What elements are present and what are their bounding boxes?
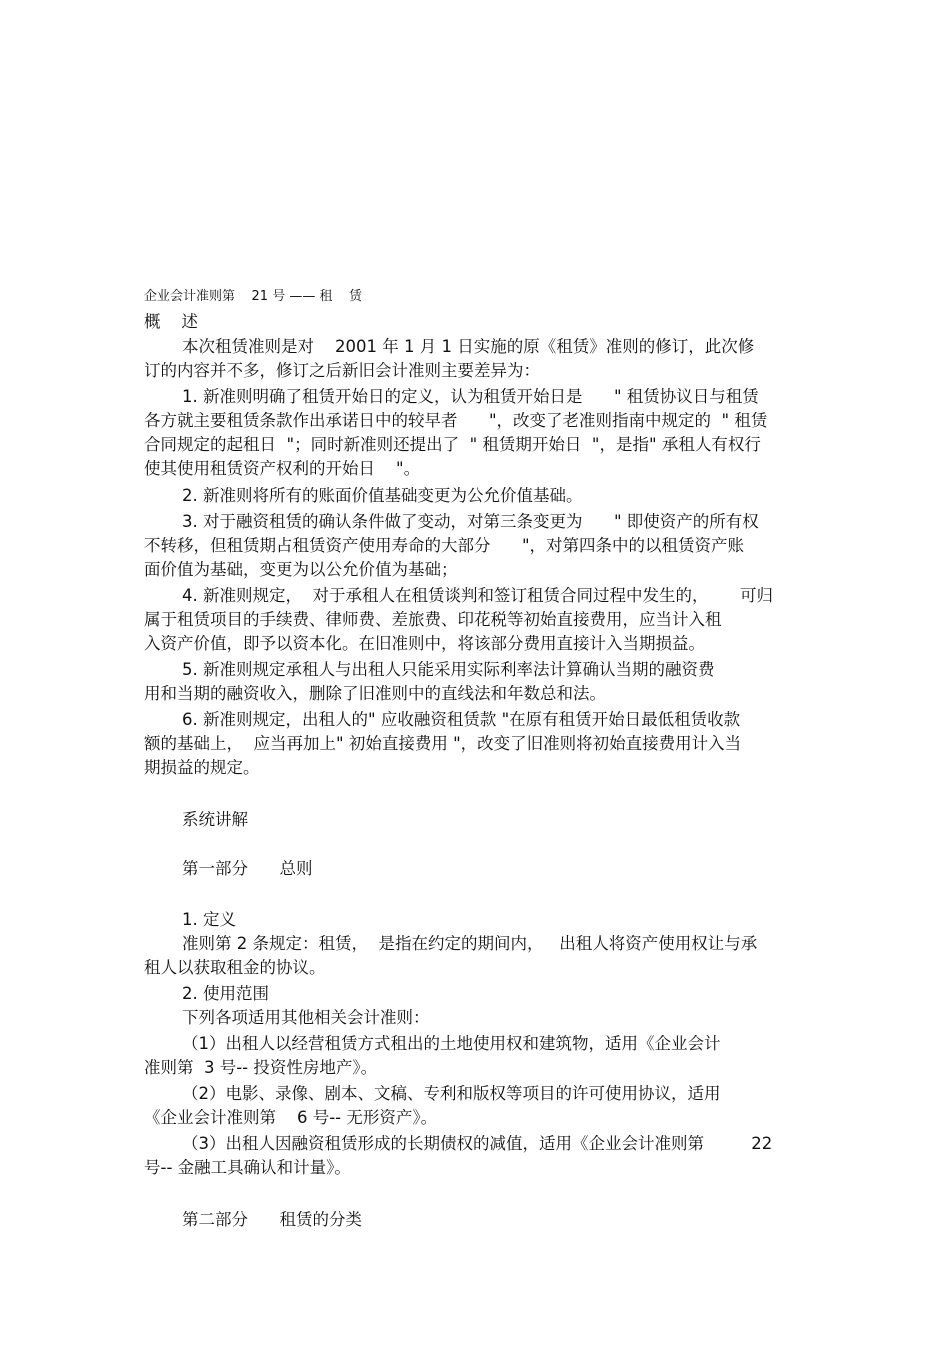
paragraph-line: 订的内容并不多，修订之后新旧会计准则主要差异为：	[144, 361, 540, 380]
list-item-line: 额的基础上， 应当再加上" 初始直接费用 "，改变了旧准则将初始直接费用计入当	[144, 734, 742, 753]
list-item-line: 准则第 3 号-- 投资性房地产》。	[144, 1058, 378, 1077]
list-item-line: 合同规定的起租日 "；同时新准则还提出了 " 租赁期开始日 "，是指" 承租人有权行	[144, 435, 761, 454]
list-item-line: 5. 新准则规定承租人与出租人只能采用实际利率法计算确认当期的融资费	[182, 660, 715, 679]
list-item-line: 2. 新准则将所有的账面价值基础变更为公允价值基础。	[182, 486, 583, 505]
list-item-line: （2）电影、录像、剧本、文稿、专利和版权等项目的许可使用协议，适用	[182, 1084, 721, 1103]
paragraph-line: 下列各项适用其他相关会计准则：	[182, 1008, 430, 1027]
subsection-heading: 1. 定义	[182, 910, 236, 929]
list-item-line: 号-- 金融工具确认和计量》。	[144, 1158, 351, 1177]
part-heading: 第二部分 租赁的分类	[182, 1210, 362, 1229]
list-item-line: 4. 新准则规定， 对于承租人在租赁谈判和签订租赁合同过程中发生的， 可归	[182, 586, 773, 605]
list-item-line: 期损益的规定。	[144, 758, 260, 777]
list-item-line: 1. 新准则明确了租赁开始日的定义，认为租赁开始日是 " 租赁协议日与租赁	[182, 387, 759, 406]
list-item-line: 各方就主要租赁条款作出承诺日中的较早者 "，改变了老准则指南中规定的 " 租赁	[144, 411, 768, 430]
list-item-line: 6. 新准则规定，出租人的" 应收融资租赁款 "在原有租赁开始日最低租赁收款	[182, 710, 741, 729]
paragraph-line: 准则第 2 条规定：租赁， 是指在约定的期间内， 出租人将资产使用权让与承	[182, 934, 758, 953]
section-heading: 系统讲解	[182, 810, 248, 829]
overview-heading: 概 述	[144, 312, 198, 331]
list-item-line: （1）出租人以经营租赁方式租出的土地使用权和建筑物，适用《企业会计	[182, 1034, 721, 1053]
list-item-line: 入资产价值，即予以资本化。在旧准则中，将该部分费用直接计入当期损益。	[144, 634, 705, 653]
list-item-line: （3）出租人因融资租赁形成的长期债权的减值，适用《企业会计准则第 22	[182, 1134, 773, 1153]
list-item-line: 3. 对于融资租赁的确认条件做了变动，对第三条变更为 " 即使资产的所有权	[182, 512, 759, 531]
list-item-line: 属于租赁项目的手续费、律师费、差旅费、印花税等初始直接费用，应当计入租	[144, 610, 722, 629]
list-item-line: 用和当期的融资收入，删除了旧准则中的直线法和年数总和法。	[144, 684, 606, 703]
subsection-heading: 2. 使用范围	[182, 984, 269, 1003]
document-title: 企业会计准则第 21 号 —— 租 赁	[144, 289, 362, 304]
paragraph-line: 租人以获取租金的协议。	[144, 958, 326, 977]
part-heading: 第一部分 总则	[182, 859, 313, 878]
paragraph-line: 本次租赁准则是对 2001 年 1 月 1 日实施的原《租赁》准则的修订，此次修	[182, 337, 755, 356]
list-item-line: 面价值为基础，变更为以公允价值为基础；	[144, 560, 458, 579]
list-item-line: 不转移，但租赁期占租赁资产使用寿命的大部分 "，对第四条中的以租赁资产账	[144, 536, 745, 555]
list-item-line: 《企业会计准则第 6 号-- 无形资产》。	[144, 1108, 438, 1127]
list-item-line: 使其使用租赁资产权利的开始日 "。	[144, 459, 421, 478]
